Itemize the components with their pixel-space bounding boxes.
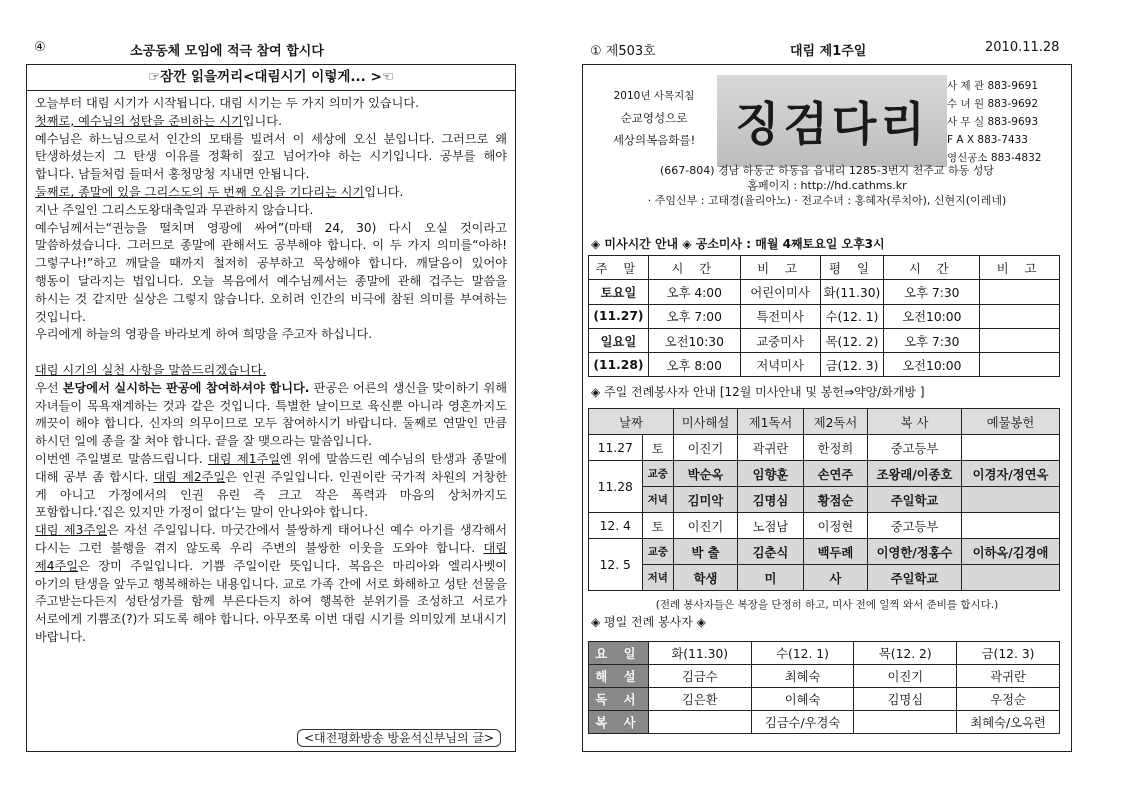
underlined-phrase: 대림 제2주일 [153,469,226,484]
table-cell [962,565,1060,591]
table-cell: (11.28) [589,353,649,377]
table-cell: 이진기 [674,435,738,461]
table-cell: 김명심 [738,487,804,513]
underlined-phrase: 둘째로, 종말에 있을 그리스도의 두 번째 오심을 기다리는 시기 [35,184,365,199]
bold-phrase: 본당에서 실시하는 판공에 참여하셔야 합니다. [62,380,310,395]
text-span: 은 자선 주일입니다. 마굿간에서 불쌍하게 태어나신 예수 아기를 생각해서 다시는 그런 불행을 겪지 않도록 우리 주변의 불쌍한 이웃을 도와야 합니다. [35,523,508,555]
article-paragraph: 예수님은 하느님으로서 인간의 모태를 빌려서 이 세상에 오신 분입니다. 그러므로 왜 탄생하셨는지 그 탄생 이유를 정확히 짚고 넘어가야 하는 시기입니다. 공부를 해야 합니다. 남들처럼 들떠서 홍청망청 지내면 안됩니다. [35,131,507,182]
article-paragraph [35,522,507,647]
table-cell: 김금수/우경숙 [751,711,854,734]
article-box [26,64,516,752]
pastoral-motto [595,85,713,159]
table-cell: 백두례 [804,539,868,565]
article-paragraph: 예수님께서는“권능을 떨치며 영광에 싸여”(마태 24, 30) 다시 오실 것이라고 말씀하셨습니다. 그러므로 종말에 관해서도 공부해야 합니다. 이 두 가지 의미를“아하! 그렇구나!”하고 깨달을 때까지 철저히 공부하고 묵상해야 합니다. 깨달음이 있어야 행동이 달라지는 법입니다. 오늘 복음에서 예수님께서는 종말에 관해 겁주는 말씀을 하시는 것 같지만 실상은 그렇지 않습니다. 오히려 인간의 비극에 참된 의미를 부여하는 것입니다. [35,220,507,324]
table-cell: 교중 [642,539,674,565]
table-row [589,711,1060,734]
mass-times-heading: ◈ 미사시간 안내 ◈ 공소미사 : 매월 4째토요일 오후3시 [591,237,885,251]
row-label: 복 사 [589,711,649,734]
weekday-servers-heading: ◈ 평일 전례 봉사자 ◈ [591,615,706,629]
table-cell: 주일학교 [868,487,962,513]
table-cell: 토요일 [589,280,649,304]
weekday-servers-table [588,641,1060,734]
column-header: 제1독서 [738,409,804,435]
table-cell: 이진기 [854,665,957,688]
parish-address: (667-804) 경남 하동군 하동읍 읍내리 1285-3번지 천주교 하동 성당 [660,164,994,177]
sunday-servers-table [588,408,1060,591]
left-page-number: ④ [34,40,46,55]
table-cell: 오후 7:00 [648,304,740,328]
bulletin-logo: 징검다리 [717,75,947,167]
table-row [589,328,1060,352]
table-cell: 수(12. 1) [820,304,884,328]
server-note: (전례 봉사자들은 복장을 단정히 하고, 미사 전에 일찍 와서 준비를 합시다.) [655,599,999,611]
clergy-line: · 주임신부 : 고태경(율리아노) · 전교수녀 : 홍혜자(루치아), 신현지(이레네) [647,194,1007,207]
table-cell: 우정순 [957,688,1060,711]
table-cell: 오후 7:30 [884,328,980,352]
table-cell: 이영한/정홍수 [868,539,962,565]
article-paragraph [35,380,507,451]
table-row [589,513,1060,539]
column-header: 미사해설 [674,409,738,435]
table-cell: 최혜숙 [751,665,854,688]
text-span: 엔 위에 말씀드린 예수님의 탄생과 종말에 대해 공부 좀 합시다. [35,451,508,484]
table-cell: 이혜숙 [751,688,854,711]
table-cell: 학생 [674,565,738,591]
table-cell: 임향훈 [738,461,804,487]
contact-item: F A X 883-7433 [947,134,1028,146]
table-cell: 미 [738,565,804,591]
text-span: 판공은 어른의 생신을 맞이하기 위해 자녀들이 목욕재계하는 것과 같은 것입니다. 특별한 날이므로 육신뿐 아니라 영혼까지도 깨끗이 해야 합니다. 신자의 의무이므로 모두 참여하시기 바랍니다. 둘째로 연말인 만큼 하시던 일에 종을 잘 쳐야 합니다. 끝을 잘 맺으라는 말씀입니다. [35,380,508,449]
paragraph-gap [35,344,507,362]
parish-info [583,163,1071,208]
column-header: 복 사 [868,409,962,435]
table-cell: 조왕래/이종호 [868,461,962,487]
text-span: 은 인권 주일입니다. 인권이란 국가적 차원의 거창한 게 아니고 가정에서의 인권 유린 즉 크고 작은 폭력과 마음의 상처까지도 포함합니다.‘집은 있지만 가정이 없다’는 말이 안나와야 합니다. [35,469,507,520]
table-cell: 노점남 [738,513,804,539]
table-cell: 최혜숙/오옥련 [957,711,1060,734]
table-cell [980,328,1060,352]
homepage-link[interactable]: 홈페이지 : http://hd.cathms.kr [747,179,907,192]
motto-heading: 2010년 사목지침 [613,90,695,102]
article-paragraph: 우리에게 하늘의 영광을 바라보게 하여 희망을 주고자 하십니다. [35,327,373,342]
underlined-phrase: 대림 제3주일 [35,523,107,538]
issue-date: 2010.11.28 [985,40,1060,55]
contact-item: 영신공소 883-4832 [947,152,1042,164]
table-cell: 저녁 [642,565,674,591]
underlined-phrase: 대림 제1주일 [208,451,281,466]
column-header: 주 말 [589,256,649,280]
column-header: 비 고 [980,256,1060,280]
table-cell: 오후 8:00 [648,353,740,377]
left-page-slogan: 소공동체 모임에 적극 참여 합시다 [130,44,324,59]
table-header-row [589,409,1060,435]
table-cell [980,280,1060,304]
table-cell: 김춘식 [738,539,804,565]
table-cell [962,435,1060,461]
table-cell: 저녁 [642,487,674,513]
table-header-row [589,256,1060,280]
table-cell: 오전10:00 [884,353,980,377]
table-cell: 오전10:30 [648,328,740,352]
text-span: 우선 [35,380,63,395]
table-row [589,304,1060,328]
table-cell [980,353,1060,377]
table-cell: 토 [642,513,674,539]
table-row [589,353,1060,377]
table-cell: 김명심 [854,688,957,711]
underlined-phrase: 대림 제4주일 [35,540,507,573]
article-paragraph: 대림 시기의 실천 사항을 말씀드리겠습니다. [35,362,267,377]
contact-item: 사 제 관 883-9691 [947,80,1038,92]
table-cell: 교중미사 [740,328,820,352]
table-row [589,539,1060,565]
table-cell [980,304,1060,328]
article-source: <대전평화방송 방윤석신부님의 글> [297,729,501,747]
table-row [589,280,1060,304]
table-cell: 중고등부 [868,435,962,461]
table-row [589,688,1060,711]
column-header: 요 일 [589,642,649,665]
article-paragraph [35,113,507,131]
table-cell: 이경자/정연옥 [962,461,1060,487]
table-cell [962,513,1060,539]
motto-line: 세상의복음화를! [612,133,696,147]
text-span: 입니다. [242,113,282,128]
motto-line: 순교영성으로 [620,111,688,125]
table-cell: 12. 5 [589,539,643,591]
column-header: 비 고 [740,256,820,280]
table-cell: 교중 [642,461,674,487]
table-cell [648,711,751,734]
issue-number: ① 제503호 [590,44,656,59]
table-row [589,487,1060,513]
table-cell: 김미악 [674,487,738,513]
table-cell [854,711,957,734]
row-label: 독 서 [589,688,649,711]
text-span: 은 장미 주일입니다. 기쁨 주일이란 뜻입니다. 복음은 마리아와 엘리사벳이 아기의 탄생을 앞두고 행복해하는 내용입니다. 교로 가족 간에 서로 화해하고 성탄 선물을 주고받는다든지 성탄성가를 함께 부른다든지 하여 행복한 분위기를 조성하고 서로가 서로에게 기쁨조(?)가 되도록 해야 합니다. 아무쪼록 이번 대림 시기를 의미있게 보내시기 바랍니다. [35,558,507,644]
underlined-phrase: 첫째로, 예수님의 성탄을 준비하는 시기 [35,113,243,128]
table-cell [962,487,1060,513]
mass-times-table [588,255,1060,377]
column-header: 시 간 [884,256,980,280]
table-cell: 화(11.30) [820,280,884,304]
table-cell: 곽귀란 [738,435,804,461]
column-header: 목(12. 2) [854,642,957,665]
table-cell: 오후 4:00 [648,280,740,304]
article-paragraph: 오늘부터 대림 시기가 시작됩니다. 대림 시기는 두 가지 의미가 있습니다. [35,96,420,110]
row-label: 해 설 [589,665,649,688]
table-cell: 특전미사 [740,304,820,328]
column-header: 화(11.30) [648,642,751,665]
table-cell: 황점순 [804,487,868,513]
column-header: 시 간 [648,256,740,280]
table-row [589,435,1060,461]
table-cell: 오전10:00 [884,304,980,328]
article-paragraph: 지난 주일인 그리스도왕대축일과 무관하지 않습니다. [35,202,314,217]
table-cell: 손연주 [804,461,868,487]
table-cell: 금(12. 3) [820,353,884,377]
table-cell: 11.27 [589,435,643,461]
table-cell: 어린이미사 [740,280,820,304]
column-header: 제2독서 [804,409,868,435]
table-cell: (11.27) [589,304,649,328]
column-header: 평 일 [820,256,884,280]
table-cell: 일요일 [589,328,649,352]
table-cell: 사 [804,565,868,591]
table-cell: 목(12. 2) [820,328,884,352]
table-cell: 김은환 [648,688,751,711]
column-header: 금(12. 3) [957,642,1060,665]
table-cell: 저녁미사 [740,353,820,377]
article-title: ☞잠깐 읽을꺼리<대림시기 이렇게... >☜ [27,65,515,91]
contact-item: 수 녀 원 883-9692 [947,98,1038,110]
table-row [589,565,1060,591]
contact-list [947,77,1065,167]
column-header: 예물봉헌 [962,409,1060,435]
column-header: 날짜 [589,409,674,435]
article-paragraph [35,451,507,522]
table-cell: 곽귀란 [957,665,1060,688]
text-span: 입니다. [364,184,404,199]
table-cell: 토 [642,435,674,461]
table-cell: 박 출 [674,539,738,565]
column-header: 수(12. 1) [751,642,854,665]
masthead [587,69,1067,175]
table-cell: 한정희 [804,435,868,461]
table-cell: 이진기 [674,513,738,539]
table-cell: 이정현 [804,513,868,539]
table-row [589,665,1060,688]
text-span: 이번엔 주일별로 말씀드립니다. [35,451,209,466]
sunday-servers-heading: ◈ 주일 전례봉사자 안내 [12월 미사안내 및 봉헌⇒약양/화개방 ] [591,385,925,399]
table-header-row [589,642,1060,665]
liturgical-title: 대림 제1주일 [790,44,867,59]
table-cell: 오후 7:30 [884,280,980,304]
table-cell: 박순옥 [674,461,738,487]
table-cell: 이하옥/김경애 [962,539,1060,565]
table-cell: 중고등부 [868,513,962,539]
table-cell: 김금수 [648,665,751,688]
table-cell: 12. 4 [589,513,643,539]
contact-item: 사 무 실 883-9693 [947,116,1038,128]
table-cell: 주일학교 [868,565,962,591]
article-body [27,91,515,647]
table-row [589,461,1060,487]
article-paragraph [35,184,507,202]
table-cell: 11.28 [589,461,643,513]
